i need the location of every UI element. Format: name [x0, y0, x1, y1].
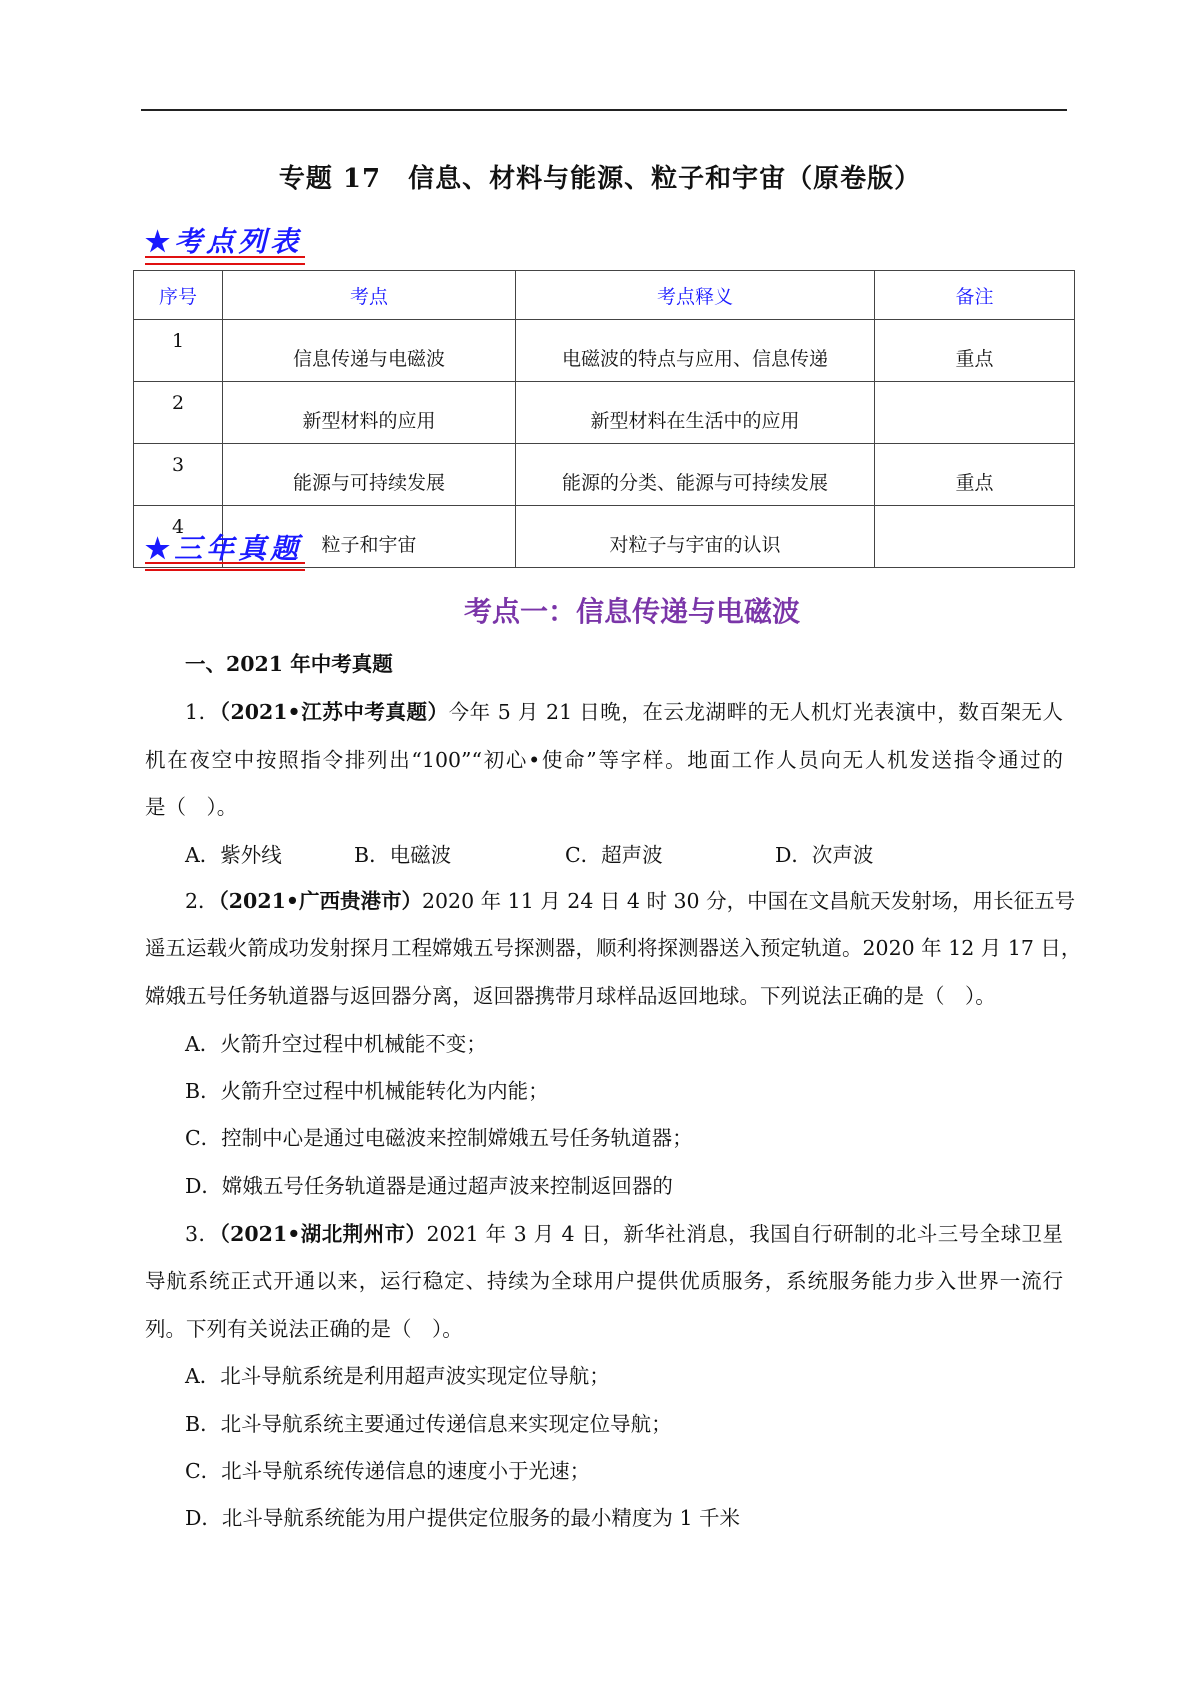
- option-a: A．紫外线: [185, 843, 282, 867]
- cell-index: 2: [134, 382, 223, 444]
- col-header: 备注: [875, 271, 1075, 320]
- topic-heading: 考点一：信息传递与电磁波: [463, 595, 800, 628]
- cell-note: [875, 382, 1075, 444]
- table-header-row: [134, 271, 1075, 320]
- option-c: C．控制中心是通过电磁波来控制嫦娥五号任务轨道器；: [185, 1126, 693, 1150]
- subheading: 一、2021 年中考真题: [185, 652, 393, 676]
- question-number: 3．: [185, 1222, 220, 1246]
- question-number: 1．: [185, 700, 220, 724]
- question-3-line-3: 列。下列有关说法正确的是（ ）。: [145, 1317, 463, 1341]
- cell-index: 3: [134, 444, 223, 506]
- section-label: 考点列表: [174, 225, 303, 258]
- question-3-line-1: [145, 1221, 1063, 1247]
- cell-note: 重点: [875, 444, 1075, 506]
- option-b: B．电磁波: [354, 843, 452, 867]
- table-row: [134, 444, 1075, 506]
- question-text: 今年 5 月 21 日晚，在云龙湖畔的无人机灯光表演中，数百架无人: [448, 700, 1063, 724]
- question-text: 2021 年 3 月 4 日，新华社消息，我国自行研制的北斗三号全球卫星: [426, 1222, 1063, 1246]
- cell-note: [875, 506, 1075, 568]
- cell-desc: 新型材料在生活中的应用: [516, 382, 875, 444]
- cell-topic: 粒子和宇宙: [223, 506, 516, 568]
- option-c: C．北斗导航系统传递信息的速度小于光速；: [185, 1459, 591, 1483]
- option-a: A．北斗导航系统是利用超声波实现定位导航；: [185, 1364, 610, 1388]
- cell-desc: 能源的分类、能源与可持续发展: [516, 444, 875, 506]
- topic-table: [133, 270, 1075, 568]
- section-label: 三年真题: [174, 532, 303, 565]
- option-a: A．火箭升空过程中机械能不变；: [185, 1032, 487, 1056]
- question-source: （2021•湖北荆州市）: [219, 1222, 427, 1246]
- col-header: 序号: [134, 271, 223, 320]
- section-underline: [145, 562, 305, 571]
- option-b: B．火箭升空过程中机械能转化为内能；: [185, 1079, 549, 1103]
- header-rule: [141, 109, 1067, 111]
- col-header: 考点: [223, 271, 516, 320]
- star-icon: ★: [145, 225, 175, 258]
- cell-desc: 电磁波的特点与应用、信息传递: [516, 320, 875, 382]
- question-1-line-1: [145, 699, 1063, 725]
- option-b: B．北斗导航系统主要通过传递信息来实现定位导航；: [185, 1412, 672, 1436]
- question-3-line-2: 导航系统正式开通以来，运行稳定、持续为全球用户提供优质服务，系统服务能力步入世界一流行: [145, 1269, 1063, 1293]
- option-d: D．次声波: [775, 843, 874, 867]
- question-source: （2021•江苏中考真题）: [219, 700, 449, 724]
- cell-note: 重点: [875, 320, 1075, 382]
- question-2-line-1: [145, 888, 1076, 914]
- cell-desc: 对粒子与宇宙的认识: [516, 506, 875, 568]
- section-heading-list: [145, 220, 302, 260]
- option-c: C．超声波: [565, 843, 663, 867]
- cell-index: 1: [134, 320, 223, 382]
- question-1-line-2: 机在夜空中按照指令排列出“100”“初心•使命”等字样。地面工作人员向无人机发送指令通过的: [145, 748, 1063, 772]
- question-text: 2020 年 11 月 24 日 4 时 30 分，中国在文昌航天发射场，用长征五号: [421, 889, 1076, 913]
- table-row: [134, 382, 1075, 444]
- col-header: 考点释义: [516, 271, 875, 320]
- question-2-line-3: 嫦娥五号任务轨道器与返回器分离，返回器携带月球样品返回地球。下列说法正确的是（ ）。: [145, 984, 996, 1008]
- option-d: D．嫦娥五号任务轨道器是通过超声波来控制返回器的: [185, 1174, 673, 1198]
- table-row: [134, 320, 1075, 382]
- cell-topic: 信息传递与电磁波: [223, 320, 516, 382]
- question-2-line-2: 遥五运载火箭成功发射探月工程嫦娥五号探测器，顺利将探测器送入预定轨道。2020 年 12 月 17 日，: [145, 936, 1082, 960]
- cell-topic: 新型材料的应用: [223, 382, 516, 444]
- document-title: 专题 17 信息、材料与能源、粒子和宇宙（原卷版）: [278, 164, 922, 194]
- question-source: （2021•广西贵港市）: [218, 889, 422, 913]
- section-heading-exams: [145, 527, 302, 567]
- question-number: 2．: [185, 889, 219, 913]
- section-underline: [145, 256, 305, 265]
- question-1-line-3: 是（ ）。: [145, 795, 238, 819]
- star-icon: ★: [145, 532, 175, 565]
- option-d: D．北斗导航系统能为用户提供定位服务的最小精度为 1 千米: [185, 1506, 741, 1530]
- cell-topic: 能源与可持续发展: [223, 444, 516, 506]
- cell-index: 4: [134, 506, 223, 568]
